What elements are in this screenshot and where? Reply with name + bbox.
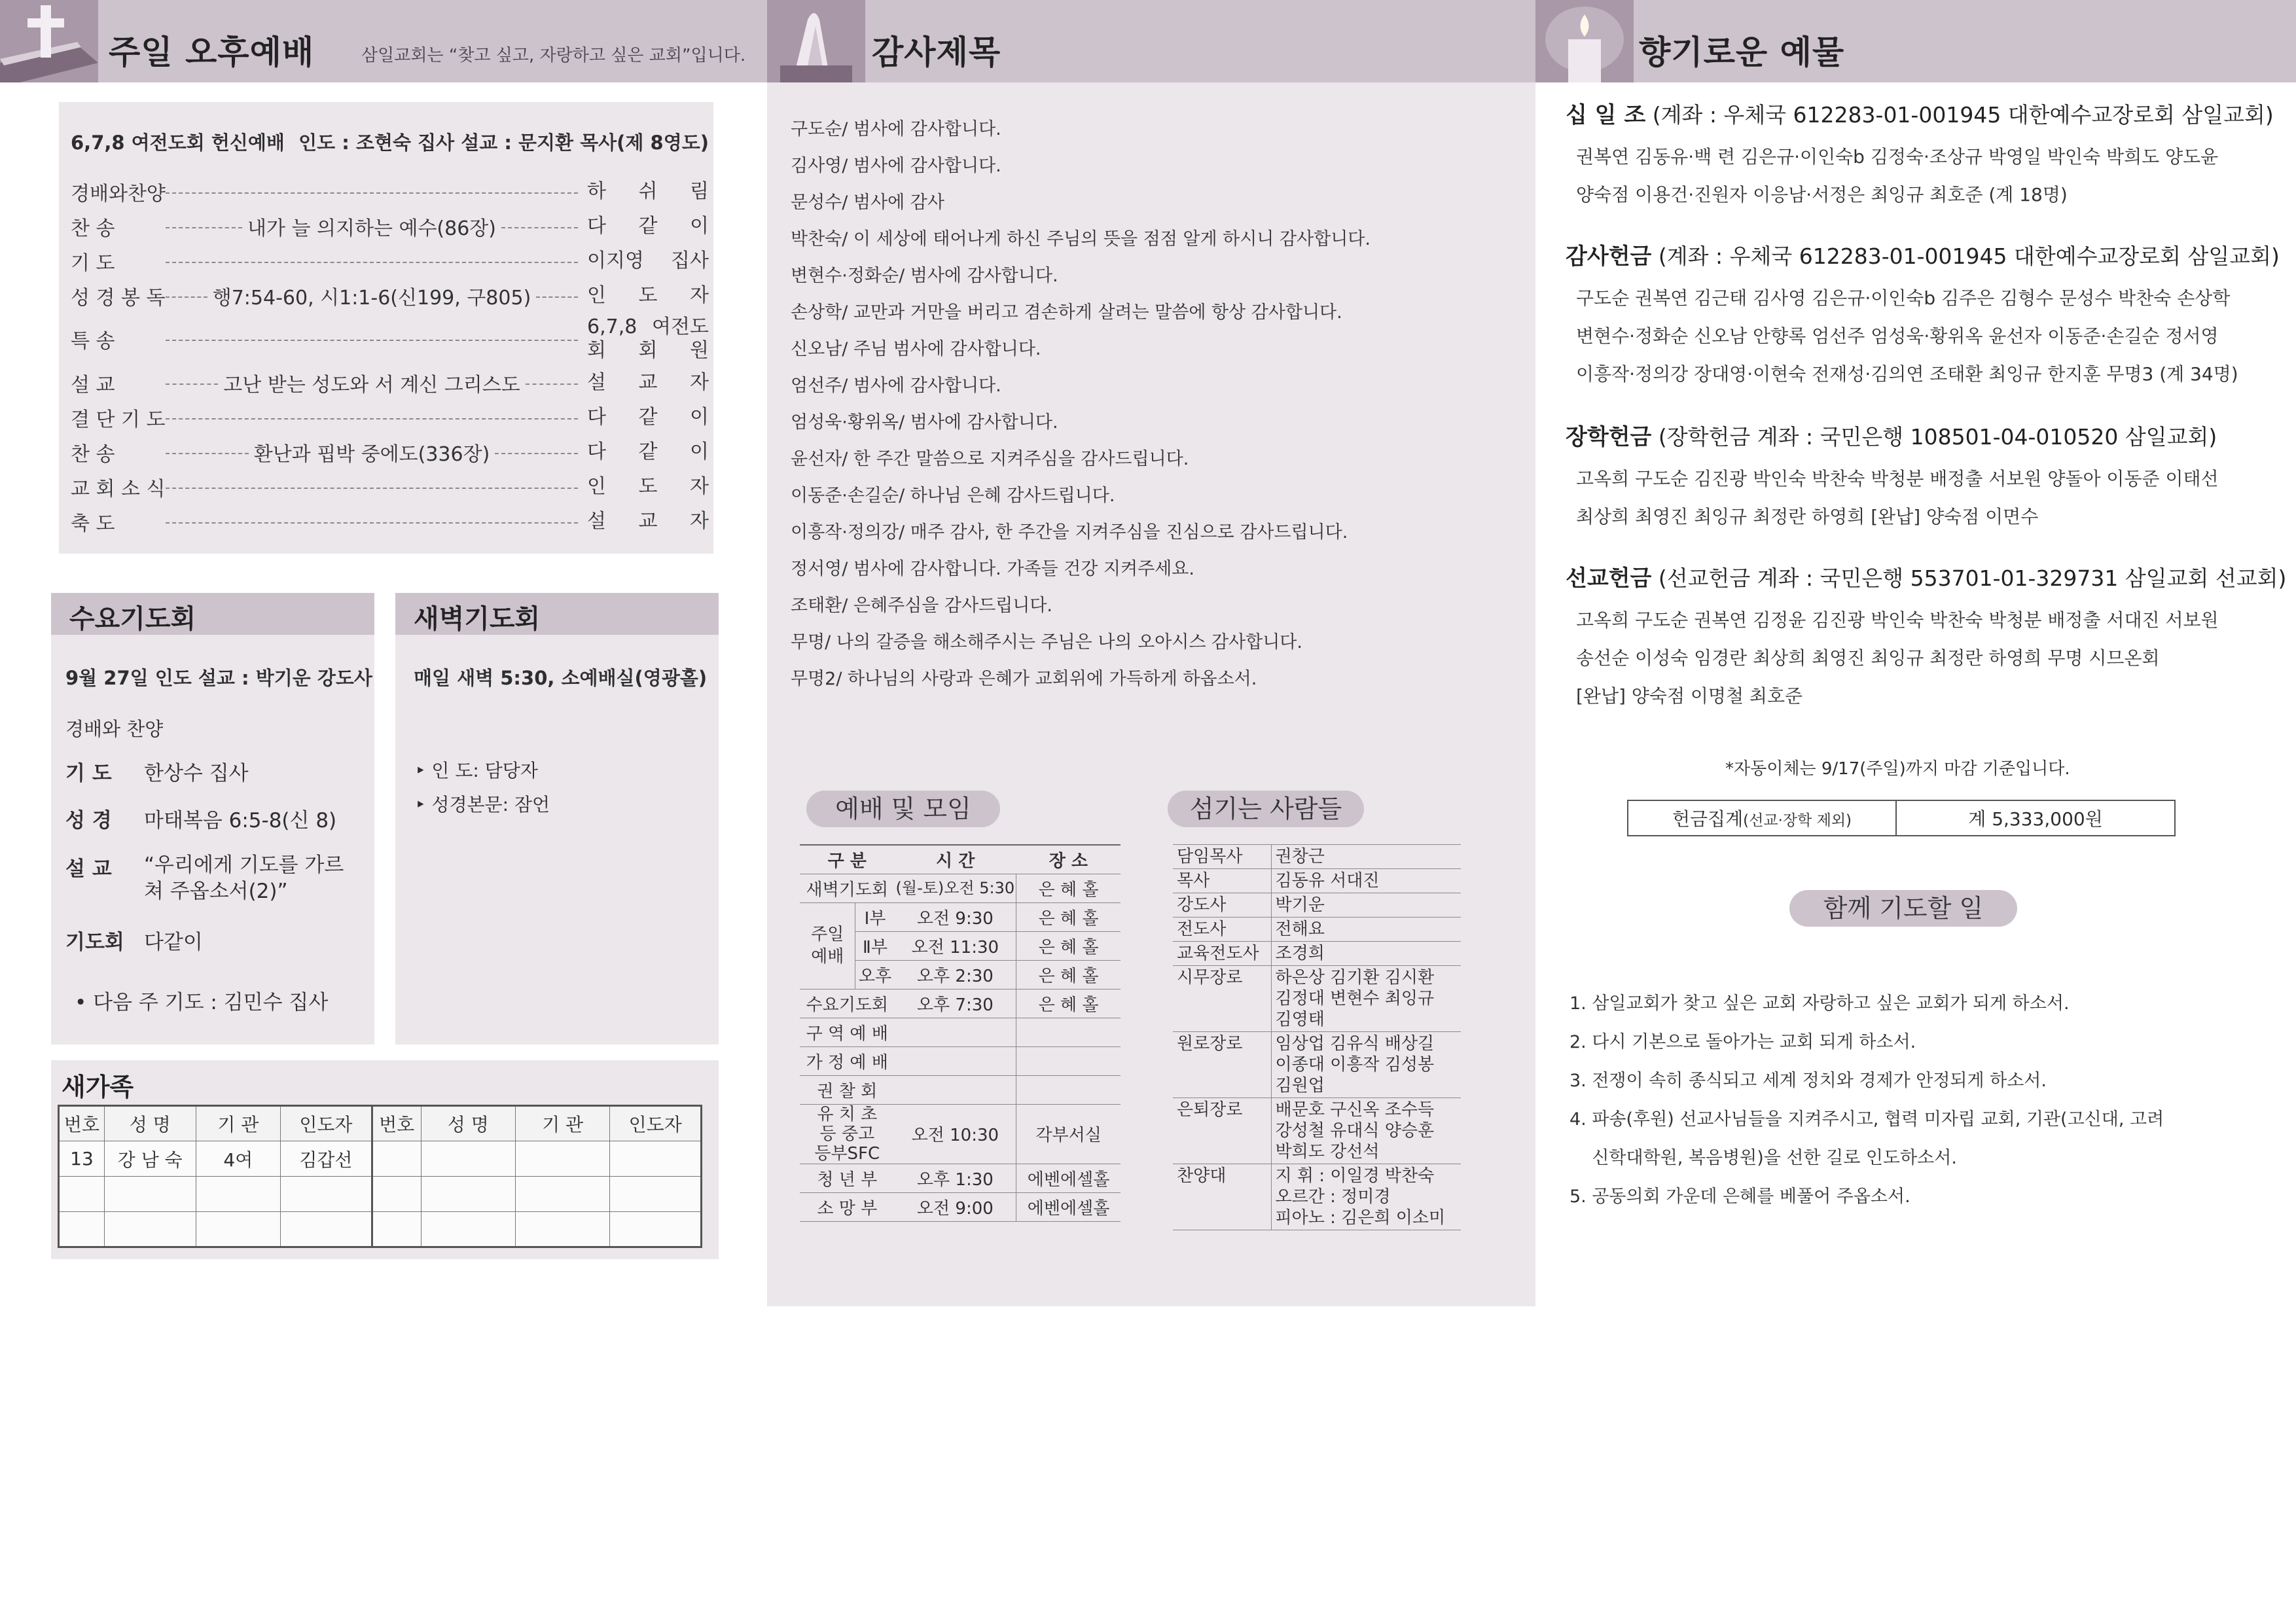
staff-names	[1271, 893, 1461, 918]
schedule-label: 수요기도회	[800, 989, 895, 1018]
total-value: 계 5,333,000원	[1896, 800, 2175, 836]
table-cell: 김갑선	[281, 1141, 372, 1177]
schedule-place: 은 혜 홀	[1016, 874, 1121, 902]
dawn-prayer-panel	[395, 593, 719, 1044]
staff-name-line: 조경희	[1275, 944, 1325, 963]
tithe-label: 십 일 조	[1566, 102, 1646, 128]
dawn-lead: 매일 새벽 5:30, 소예배실(영광홀)	[414, 667, 708, 689]
table-cell	[104, 1177, 196, 1212]
table-cell	[59, 1177, 105, 1212]
staff-name-line: 박희도 강선석	[1275, 1142, 1380, 1162]
wednesday-sermon	[65, 852, 144, 882]
schedule-place: 은 혜 홀	[1016, 960, 1121, 989]
staff-name-line: 배문호 구신옥 조수득	[1275, 1100, 1435, 1120]
wednesday-prayer-title: 수요기도회	[69, 604, 196, 634]
column-header: 구 분	[800, 845, 895, 874]
staff-row	[1173, 869, 1461, 893]
prayer-item: 5. 공동의회 가운데 은혜를 베풀어 주옵소서.	[1570, 1186, 1910, 1207]
cross-bible-icon	[0, 0, 98, 82]
staff-name-line: 피아노 : 김은희 이소미	[1275, 1208, 1446, 1228]
thanks-item: 김사영/ 범사에 감사합니다.	[791, 156, 1001, 176]
staff-role: 원로장로	[1173, 1032, 1271, 1098]
column-header: 인도자	[610, 1106, 702, 1141]
table-row	[59, 1212, 702, 1247]
wednesday-group	[65, 925, 203, 955]
new-family-panel	[51, 1060, 719, 1259]
table-row	[800, 1018, 1121, 1046]
staff-row	[1173, 893, 1461, 918]
order-row	[71, 469, 709, 504]
schedule-part: Ⅰ부	[855, 902, 895, 931]
staff-names	[1271, 845, 1461, 869]
wednesday-prayer-panel	[51, 593, 374, 1044]
staff-title: 섬기는 사람들	[1168, 791, 1364, 827]
service-name: 6,7,8 여전도회 헌신예배	[71, 132, 285, 154]
schedule-place: 은 혜 홀	[1016, 989, 1121, 1018]
staff-row	[1173, 845, 1461, 869]
candle-icon	[1535, 0, 1634, 82]
order-detail: 행7:54-60, 시1:1-6(신199, 구805)	[212, 286, 531, 310]
thanks-item: 변현수·정화순/ 범사에 감사합니다.	[791, 266, 1058, 286]
staff-name-line: 김영태	[1275, 1010, 1325, 1029]
schedule-part: Ⅱ부	[855, 931, 895, 960]
table-cell	[421, 1177, 515, 1212]
mission-block	[1566, 560, 2287, 715]
thanks-item: 손상학/ 교만과 거만을 버리고 겸손하게 살려는 말씀에 항상 감사합니다.	[791, 302, 1342, 323]
column-header: 장 소	[1016, 845, 1121, 874]
service-order-list	[71, 174, 709, 539]
schedule-label: 구 역 예 배	[800, 1018, 895, 1046]
schedule-label: 소 망 부	[800, 1192, 895, 1221]
offering-total-table	[1627, 800, 2176, 836]
table-cell	[372, 1212, 421, 1247]
order-detail: 고난 받는 성도와 서 계신 그리스도	[223, 373, 520, 397]
table-cell	[515, 1177, 609, 1212]
dawn-prayer-title: 새벽기도회	[414, 604, 541, 634]
staff-row	[1173, 942, 1461, 966]
table-cell	[515, 1141, 609, 1177]
wednesday-group-key: 기도회	[65, 931, 124, 954]
order-person: 6,7,8 여전도회 회 원	[587, 315, 709, 362]
order-row	[71, 365, 709, 400]
church-motto: 삼일교회는 “찾고 싶고, 자랑하고 싶은 교회”입니다.	[361, 46, 746, 65]
name-line: 양숙점 이용건·진원자 이응남·서정은 최잉규 최호준 (계 18명)	[1576, 184, 2068, 205]
name-line: 이흥작·정의강 장대영·이현숙 전재성·김의연 조태환 최잉규 한지훈 무명3 (계 34명)	[1576, 363, 2238, 385]
total-label-small: (선교·장학 제외)	[1743, 812, 1852, 829]
staff-role: 시무장로	[1173, 966, 1271, 1032]
order-row	[71, 504, 709, 539]
order-label: 찬 송	[71, 442, 115, 466]
table-cell	[104, 1212, 196, 1247]
table-row	[800, 902, 1121, 931]
schedule-title: 예배 및 모임	[806, 791, 1000, 827]
wednesday-scripture-key: 성 경	[65, 809, 112, 832]
prayer-title: 함께 기도할 일	[1789, 890, 2017, 927]
staff-row	[1173, 1164, 1461, 1230]
tithe-title	[1566, 97, 2279, 129]
staff-row	[1173, 918, 1461, 942]
table-row	[800, 1046, 1121, 1075]
staff-name-line: 전해요	[1275, 919, 1325, 939]
table-cell: 4여	[196, 1141, 281, 1177]
service-order-heading	[71, 128, 709, 155]
order-label: 특 송	[71, 330, 115, 353]
column-header: 시 간	[895, 845, 1016, 874]
thanks-column	[767, 0, 1535, 1623]
column-header: 번호	[59, 1106, 105, 1141]
total-label: 헌금집계	[1672, 808, 1744, 830]
order-row	[71, 400, 709, 435]
schedule-label: 주일 예배	[800, 902, 855, 989]
tithe-block	[1566, 97, 2279, 214]
schedule-time: 오전 10:30	[895, 1104, 1016, 1164]
staff-name-line: 임상업 김유식 배상길	[1275, 1034, 1435, 1054]
prayer-list	[1570, 984, 2276, 1216]
prayer-item: 4. 파송(후원) 선교사님들을 지켜주시고, 협력 미자립 교회, 기관(고신대, 고려	[1570, 1109, 2164, 1130]
table-row	[1628, 800, 2175, 836]
dawn-item: ‣ 성경본문: 잠언	[415, 794, 550, 815]
table-cell	[515, 1212, 609, 1247]
table-row	[800, 1192, 1121, 1221]
thanks-offering-title	[1566, 238, 2279, 270]
dawn-prayer-header	[395, 593, 719, 635]
table-cell	[281, 1212, 372, 1247]
thanks-title: 감사제목	[872, 33, 1001, 71]
staff-name-line: 강성철 유대식 양승훈	[1275, 1121, 1435, 1141]
mission-title	[1566, 560, 2287, 592]
staff-role: 교육전도사	[1173, 942, 1271, 966]
mission-account: (선교헌금 계좌 : 국민은행 553701-01-329731 삼일교회 선교회)	[1651, 565, 2287, 591]
table-cell	[196, 1177, 281, 1212]
prayer-item: 3. 전쟁이 속히 종식되고 세계 정치와 경제가 안정되게 하소서.	[1570, 1071, 2047, 1091]
thanks-header	[767, 0, 1535, 82]
name-line: [완납] 양숙점 이명철 최호준	[1576, 685, 1803, 707]
column-header: 성 명	[104, 1106, 196, 1141]
order-label: 축 도	[71, 512, 115, 535]
table-row	[800, 874, 1121, 902]
wednesday-prayer-key: 기 도	[65, 762, 112, 785]
staff-names	[1271, 1098, 1461, 1164]
schedule-label: 유 치 초 등 중고등부SFC	[800, 1104, 895, 1164]
schedule-place: 각부서실	[1016, 1104, 1121, 1164]
order-person: 인 도 자	[587, 283, 709, 307]
staff-role: 찬양대	[1173, 1164, 1271, 1230]
offerings-header	[1535, 0, 2296, 82]
order-row	[71, 243, 709, 278]
schedule-time	[895, 1018, 1016, 1046]
order-row	[71, 174, 709, 209]
new-family-title: 새가족	[62, 1073, 134, 1101]
staff-table	[1173, 844, 1461, 1230]
schedule-place: 에벤에셀홀	[1016, 1192, 1121, 1221]
prayer-item: 1. 삼일교회가 찾고 싶은 교회 자랑하고 싶은 교회가 되게 하소서.	[1570, 993, 2070, 1014]
afternoon-service-header	[0, 0, 767, 82]
dawn-item: ‣ 인 도: 담당자	[415, 760, 538, 781]
table-cell	[421, 1212, 515, 1247]
thanks-offering-block	[1566, 238, 2279, 393]
name-line: 변현수·정화순 신오남 안향록 엄선주 엄성욱·황위옥 윤선자 이동준·손길순 정서영	[1576, 325, 2219, 347]
schedule-time: 오전 11:30	[895, 931, 1016, 960]
thanks-offering-account: (계좌 : 우체국 612283-01-001945 대한예수교장로회 삼일교회)	[1651, 243, 2280, 269]
order-person: 이지영 집사	[587, 249, 709, 272]
table-cell	[372, 1177, 421, 1212]
wednesday-prayer	[65, 757, 249, 786]
tithe-names	[1566, 138, 2279, 214]
staff-names	[1271, 918, 1461, 942]
order-person: 인 도 자	[587, 474, 709, 498]
order-person: 다 같 이	[587, 405, 709, 429]
thanks-item: 엄성욱·황위옥/ 범사에 감사합니다.	[791, 412, 1058, 433]
afternoon-service-column	[0, 0, 767, 1623]
scholarship-account: (장학헌금 계좌 : 국민은행 108501-04-010520 삼일교회)	[1651, 424, 2217, 450]
column-header: 기 관	[515, 1106, 609, 1141]
schedule-place: 에벤에셀홀	[1016, 1164, 1121, 1192]
schedule-place: 은 혜 홀	[1016, 931, 1121, 960]
staff-name-line: 김정대 변현수 최잉규	[1275, 989, 1435, 1008]
table-row	[800, 1164, 1121, 1192]
staff-name-line: 김동유 서대진	[1275, 871, 1380, 891]
schedule-time: 오전 9:30	[895, 902, 1016, 931]
prayer-item: 2. 다시 기본으로 돌아가는 교회 되게 하소서.	[1570, 1032, 1916, 1052]
name-line: 최상희 최영진 최잉규 최정란 하영희 [완납] 양숙점 이면수	[1576, 506, 2039, 527]
name-line: 구도순 권복연 김근태 김사영 김은규·이인숙b 김주은 김형수 문성수 박찬숙 손상학	[1576, 287, 2231, 309]
staff-names	[1271, 1164, 1461, 1230]
order-label: 설 교	[71, 373, 115, 397]
thanks-item: 엄선주/ 범사에 감사합니다.	[791, 376, 1001, 396]
thanks-item: 신오남/ 주님 범사에 감사합니다.	[791, 339, 1041, 359]
wednesday-scripture	[65, 804, 336, 833]
mission-label: 선교헌금	[1566, 565, 1652, 592]
schedule-place: 은 혜 홀	[1016, 902, 1121, 931]
schedule-label: 가 정 예 배	[800, 1046, 895, 1075]
order-person: 하 쉬 림	[587, 179, 709, 203]
staff-names	[1271, 869, 1461, 893]
name-line: 권복연 김동유·백 련 김은규·이인숙b 김정숙·조상규 박영일 박인숙 박희도 양도윤	[1576, 146, 2219, 168]
thanks-list	[791, 116, 1511, 703]
staff-names	[1271, 1032, 1461, 1098]
schedule-time	[895, 1046, 1016, 1075]
scholarship-title	[1566, 419, 2279, 451]
thanks-item: 박찬숙/ 이 세상에 태어나게 하신 주님의 뜻을 점점 알게 하시니 감사합니다.	[791, 229, 1371, 249]
table-cell	[610, 1177, 702, 1212]
scholarship-names	[1566, 460, 2279, 536]
table-cell	[610, 1212, 702, 1247]
auto-transfer-note: *자동이체는 9/17(주일)까지 마감 기준입니다.	[1725, 759, 2070, 779]
new-family-table	[58, 1105, 702, 1248]
staff-row	[1173, 1098, 1461, 1164]
column-header: 인도자	[281, 1106, 372, 1141]
thanks-item: 구도순/ 범사에 감사합니다.	[791, 119, 1001, 139]
staff-role: 담임목사	[1173, 845, 1271, 869]
wednesday-sermon-value: “우리에게 기도를 가르쳐 주옵소서(2)”	[144, 853, 344, 903]
table-row	[59, 1177, 702, 1212]
staff-name-line: 권창근	[1275, 847, 1325, 866]
order-person: 다 같 이	[587, 440, 709, 463]
thanks-item: 문성수/ 범사에 감사	[791, 192, 944, 213]
wednesday-scripture-value: 마태복음 6:5-8(신 8)	[144, 809, 337, 832]
schedule-label: 청 년 부	[800, 1164, 895, 1192]
order-row	[71, 278, 709, 313]
schedule-time	[895, 1075, 1016, 1104]
staff-name-line: 박기운	[1275, 895, 1325, 915]
scholarship-block	[1566, 419, 2279, 536]
schedule-time: (월-토)오전 5:30	[895, 874, 1016, 902]
thanks-item: 무명2/ 하나님의 사랑과 은혜가 교회위에 가득하게 하옵소서.	[791, 669, 1257, 689]
thanks-item: 무명/ 나의 갈증을 해소해주시는 주님은 나의 오아시스 감사합니다.	[791, 632, 1302, 652]
offerings-column	[1535, 0, 2296, 1623]
staff-name-line: 김원업	[1275, 1076, 1325, 1096]
table-cell	[421, 1141, 515, 1177]
table-row	[59, 1141, 702, 1177]
order-label: 결 단 기 도	[71, 408, 166, 431]
order-detail: 환난과 핍박 중에도(336장)	[253, 442, 490, 466]
column-header: 번호	[372, 1106, 421, 1141]
name-line: 송선순 이성숙 임경란 최상희 최영진 최잉규 최정란 하영희 무명 시므온회	[1576, 647, 2160, 669]
schedule-part: 오후	[855, 960, 895, 989]
offerings-title: 향기로운 예물	[1639, 33, 1845, 71]
order-row	[71, 209, 709, 243]
order-row	[71, 313, 709, 365]
staff-names	[1271, 966, 1461, 1032]
staff-name-line: 지 휘 : 이일경 박찬숙	[1275, 1166, 1435, 1186]
wednesday-praise: 경배와 찬양	[65, 718, 164, 740]
order-person: 설 교 자	[587, 370, 709, 394]
schedule-place	[1016, 1046, 1121, 1075]
table-row	[800, 989, 1121, 1018]
thanks-item: 이동준·손길순/ 하나님 은혜 감사드립니다.	[791, 486, 1115, 506]
wednesday-prayer-header	[51, 593, 374, 635]
staff-role: 강도사	[1173, 893, 1271, 918]
tithe-account: (계좌 : 우체국 612283-01-001945 대한예수교장로회 삼일교회)	[1645, 102, 2274, 128]
order-row	[71, 435, 709, 469]
column-header: 기 관	[196, 1106, 281, 1141]
name-line: 고옥희 구도순 김진광 박인숙 박찬숙 박청분 배정출 서보원 양돌아 이동준 이태선	[1576, 468, 2219, 490]
schedule-label: 새벽기도회	[800, 874, 895, 902]
schedule-time: 오후 2:30	[895, 960, 1016, 989]
staff-row	[1173, 1032, 1461, 1098]
table-cell	[281, 1177, 372, 1212]
order-label: 성 경 봉 독	[71, 286, 166, 310]
mission-names	[1566, 601, 2279, 715]
staff-names	[1271, 942, 1461, 966]
table-cell: 강 남 숙	[104, 1141, 196, 1177]
order-label: 교 회 소 식	[71, 477, 166, 501]
schedule-time: 오후 1:30	[895, 1164, 1016, 1192]
schedule-time: 오후 7:30	[895, 989, 1016, 1018]
table-row	[800, 1104, 1121, 1164]
service-leaders: 인도 : 조현숙 집사 설교 : 문지환 목사(제 8영도)	[298, 132, 709, 154]
staff-role: 은퇴장로	[1173, 1098, 1271, 1164]
staff-name-line: 하은상 김기환 김시환	[1275, 968, 1435, 988]
order-detail: 내가 늘 의지하는 예수(86장)	[247, 217, 496, 240]
table-cell	[610, 1141, 702, 1177]
thanks-item: 정서영/ 범사에 감사합니다. 가족들 건강 지켜주세요.	[791, 559, 1194, 579]
total-label-cell	[1628, 800, 1896, 836]
name-line: 고옥희 구도순 권복연 김정윤 김진광 박인숙 박찬숙 박청분 배정출 서대진 서보원	[1576, 609, 2219, 631]
staff-role: 목사	[1173, 869, 1271, 893]
schedule-place	[1016, 1075, 1121, 1104]
schedule-place	[1016, 1018, 1121, 1046]
thanks-offering-label: 감사헌금	[1566, 243, 1652, 270]
wednesday-lead: 9월 27일 인도 설교 : 박기운 강도사	[65, 667, 372, 689]
order-label: 경배와찬양	[71, 182, 166, 205]
wednesday-next-prayer: • 다음 주 기도 : 김민수 집사	[75, 991, 329, 1014]
staff-row	[1173, 966, 1461, 1032]
afternoon-service-title: 주일 오후예배	[109, 33, 315, 71]
table-header-row	[59, 1106, 702, 1141]
table-row	[800, 1075, 1121, 1104]
table-cell	[59, 1212, 105, 1247]
order-label: 찬 송	[71, 217, 115, 240]
schedule-time: 오전 9:00	[895, 1192, 1016, 1221]
thanks-item: 조태환/ 은혜주심을 감사드립니다.	[791, 596, 1052, 616]
scholarship-label: 장학헌금	[1566, 424, 1652, 450]
staff-name-line: 오르간 : 정미경	[1275, 1187, 1391, 1207]
wednesday-group-value: 다같이	[144, 931, 203, 954]
table-header-row	[800, 845, 1121, 874]
schedule-label: 권 찰 회	[800, 1075, 895, 1104]
wednesday-sermon-key: 설 교	[65, 857, 112, 881]
table-cell	[372, 1141, 421, 1177]
wednesday-prayer-value: 한상수 집사	[144, 762, 249, 785]
praying-hands-icon	[767, 0, 865, 82]
prayer-item-continued: 신학대학원, 복음병원)을 선한 길로 인도하소서.	[1570, 1148, 1957, 1168]
staff-role: 전도사	[1173, 918, 1271, 942]
column-header: 성 명	[421, 1106, 515, 1141]
service-order-panel	[59, 102, 713, 554]
order-person: 다 같 이	[587, 214, 709, 238]
staff-name-line: 이종대 이흥작 김성봉	[1275, 1055, 1435, 1075]
thanks-item: 윤선자/ 한 주간 말씀으로 지켜주심을 감사드립니다.	[791, 449, 1189, 469]
order-label: 기 도	[71, 251, 115, 275]
table-cell	[196, 1212, 281, 1247]
schedule-table	[800, 844, 1121, 1222]
thanks-item: 이흥작·정의강/ 매주 감사, 한 주간을 지켜주심을 진심으로 감사드립니다.	[791, 522, 1348, 543]
table-cell: 13	[59, 1141, 105, 1177]
order-person: 설 교 자	[587, 509, 709, 533]
thanks-offering-names	[1566, 279, 2279, 393]
